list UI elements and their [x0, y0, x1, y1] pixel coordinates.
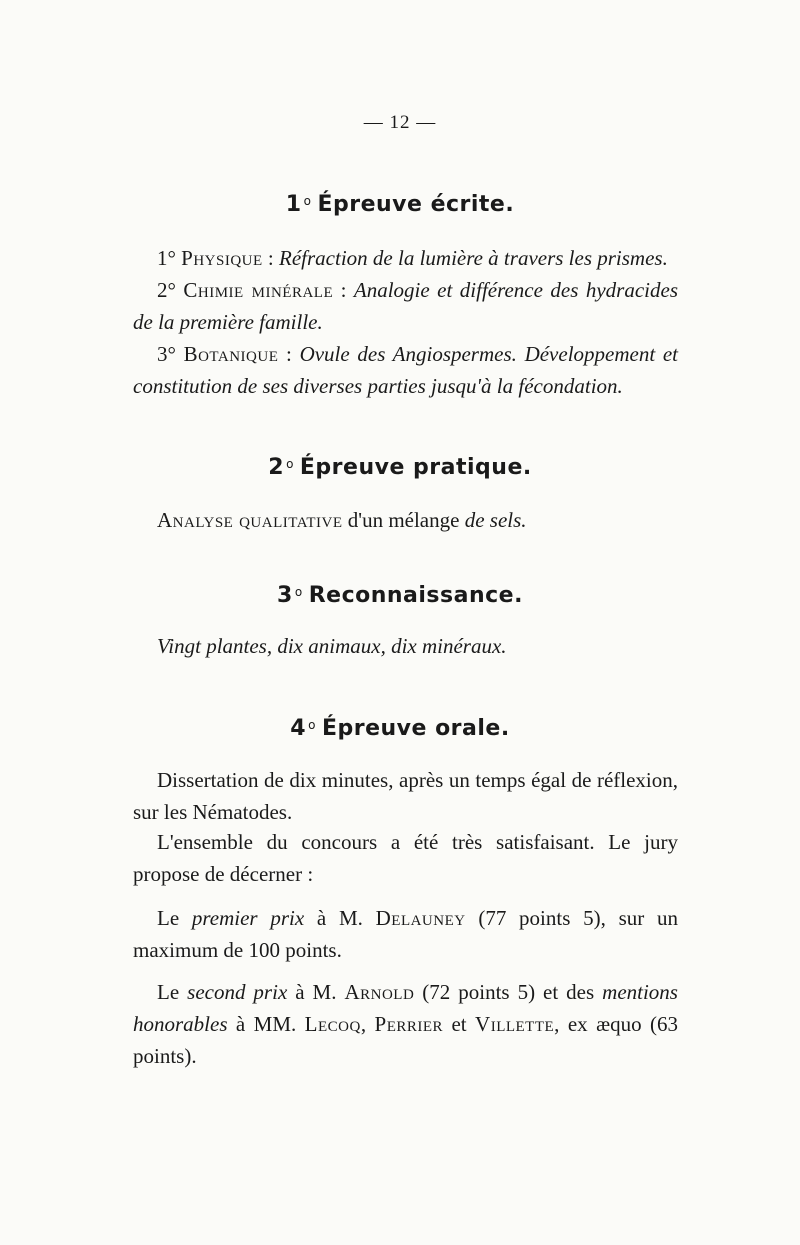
item-label: Chimie minérale: [183, 278, 334, 302]
laureate-name: Perrier: [374, 1012, 444, 1036]
text-run: (72 points 5) et des: [414, 980, 603, 1004]
item-separator: :: [333, 278, 354, 302]
heading-title: Épreuve orale.: [321, 716, 510, 741]
laureate-name: Arnold: [344, 980, 415, 1004]
text-run: et: [443, 1012, 476, 1036]
exam-item-physique: [133, 242, 678, 274]
heading-number: 2: [268, 455, 285, 480]
degree-mark: o: [308, 718, 316, 732]
text-run: à MM.: [227, 1012, 305, 1036]
second-prix-paragraph: [133, 976, 678, 1072]
heading-title: Épreuve écrite.: [317, 192, 515, 217]
heading-title: Reconnaissance.: [308, 583, 523, 608]
analysis-text: d'un mélange: [342, 508, 465, 532]
text-run: à M.: [287, 980, 345, 1004]
section-heading-2: [0, 455, 800, 480]
laureate-name: Delauney: [375, 906, 466, 930]
item-text: Analogie et différence des hydracides de la première famille.: [133, 278, 678, 334]
item-label: Botanique: [183, 342, 279, 366]
item-number: 3°: [157, 342, 176, 366]
degree-mark: o: [286, 457, 294, 471]
text-run: (77 points 5), sur un maximum de 100 points.: [133, 906, 678, 962]
item-separator: :: [262, 246, 280, 270]
section-heading-1: [0, 192, 800, 217]
item-text: Réfraction de la lumière à travers les prismes.: [279, 246, 668, 270]
text-run: Le: [157, 980, 188, 1004]
oral-paragraph-2: L'ensemble du concours a été très satisfaisant. Le jury propose de décerner :: [133, 830, 678, 886]
degree-mark: o: [294, 585, 303, 599]
text-run: , ex æquo (63 points).: [133, 1012, 678, 1068]
pratique-text: [133, 504, 678, 536]
exam-item-chimie: [133, 274, 678, 338]
analysis-text-italic: de sels.: [464, 508, 527, 532]
analysis-label: Analyse qualitative: [157, 508, 343, 532]
degree-mark: o: [303, 194, 312, 208]
oral-paragraph-1: Dissertation de dix minutes, après un temps égal de réflexion, sur les Nématodes.: [133, 768, 678, 824]
heading-number: 4: [290, 716, 307, 741]
section-heading-3: [0, 583, 800, 608]
section-heading-4: [0, 716, 800, 741]
prize-name: second prix: [187, 980, 288, 1004]
heading-number: 3: [277, 583, 293, 608]
item-number: 1°: [157, 246, 176, 270]
heading-title: Épreuve pratique.: [299, 455, 532, 480]
laureate-name: Villette: [475, 1012, 555, 1036]
item-label: Physique: [181, 246, 263, 270]
mention-label: mentions honorables: [133, 980, 678, 1036]
text-run: Le: [157, 906, 192, 930]
exam-item-botanique: [133, 338, 678, 402]
item-text: Ovule des Angiospermes. Développement et constitution de ses diverses parties jusqu'à la fécondation.: [133, 342, 678, 398]
heading-number: 1: [285, 192, 302, 217]
item-separator: :: [278, 342, 300, 366]
laureate-name: Lecoq: [304, 1012, 361, 1036]
text-run: ,: [360, 1012, 375, 1036]
text-run: à M.: [304, 906, 376, 930]
prize-name: premier prix: [191, 906, 305, 930]
page-number: — 12 —: [363, 112, 437, 133]
item-number: 2°: [157, 278, 176, 302]
premier-prix-paragraph: [133, 902, 678, 966]
reconnaissance-text: Vingt plantes, dix animaux, dix minéraux.: [157, 634, 507, 658]
